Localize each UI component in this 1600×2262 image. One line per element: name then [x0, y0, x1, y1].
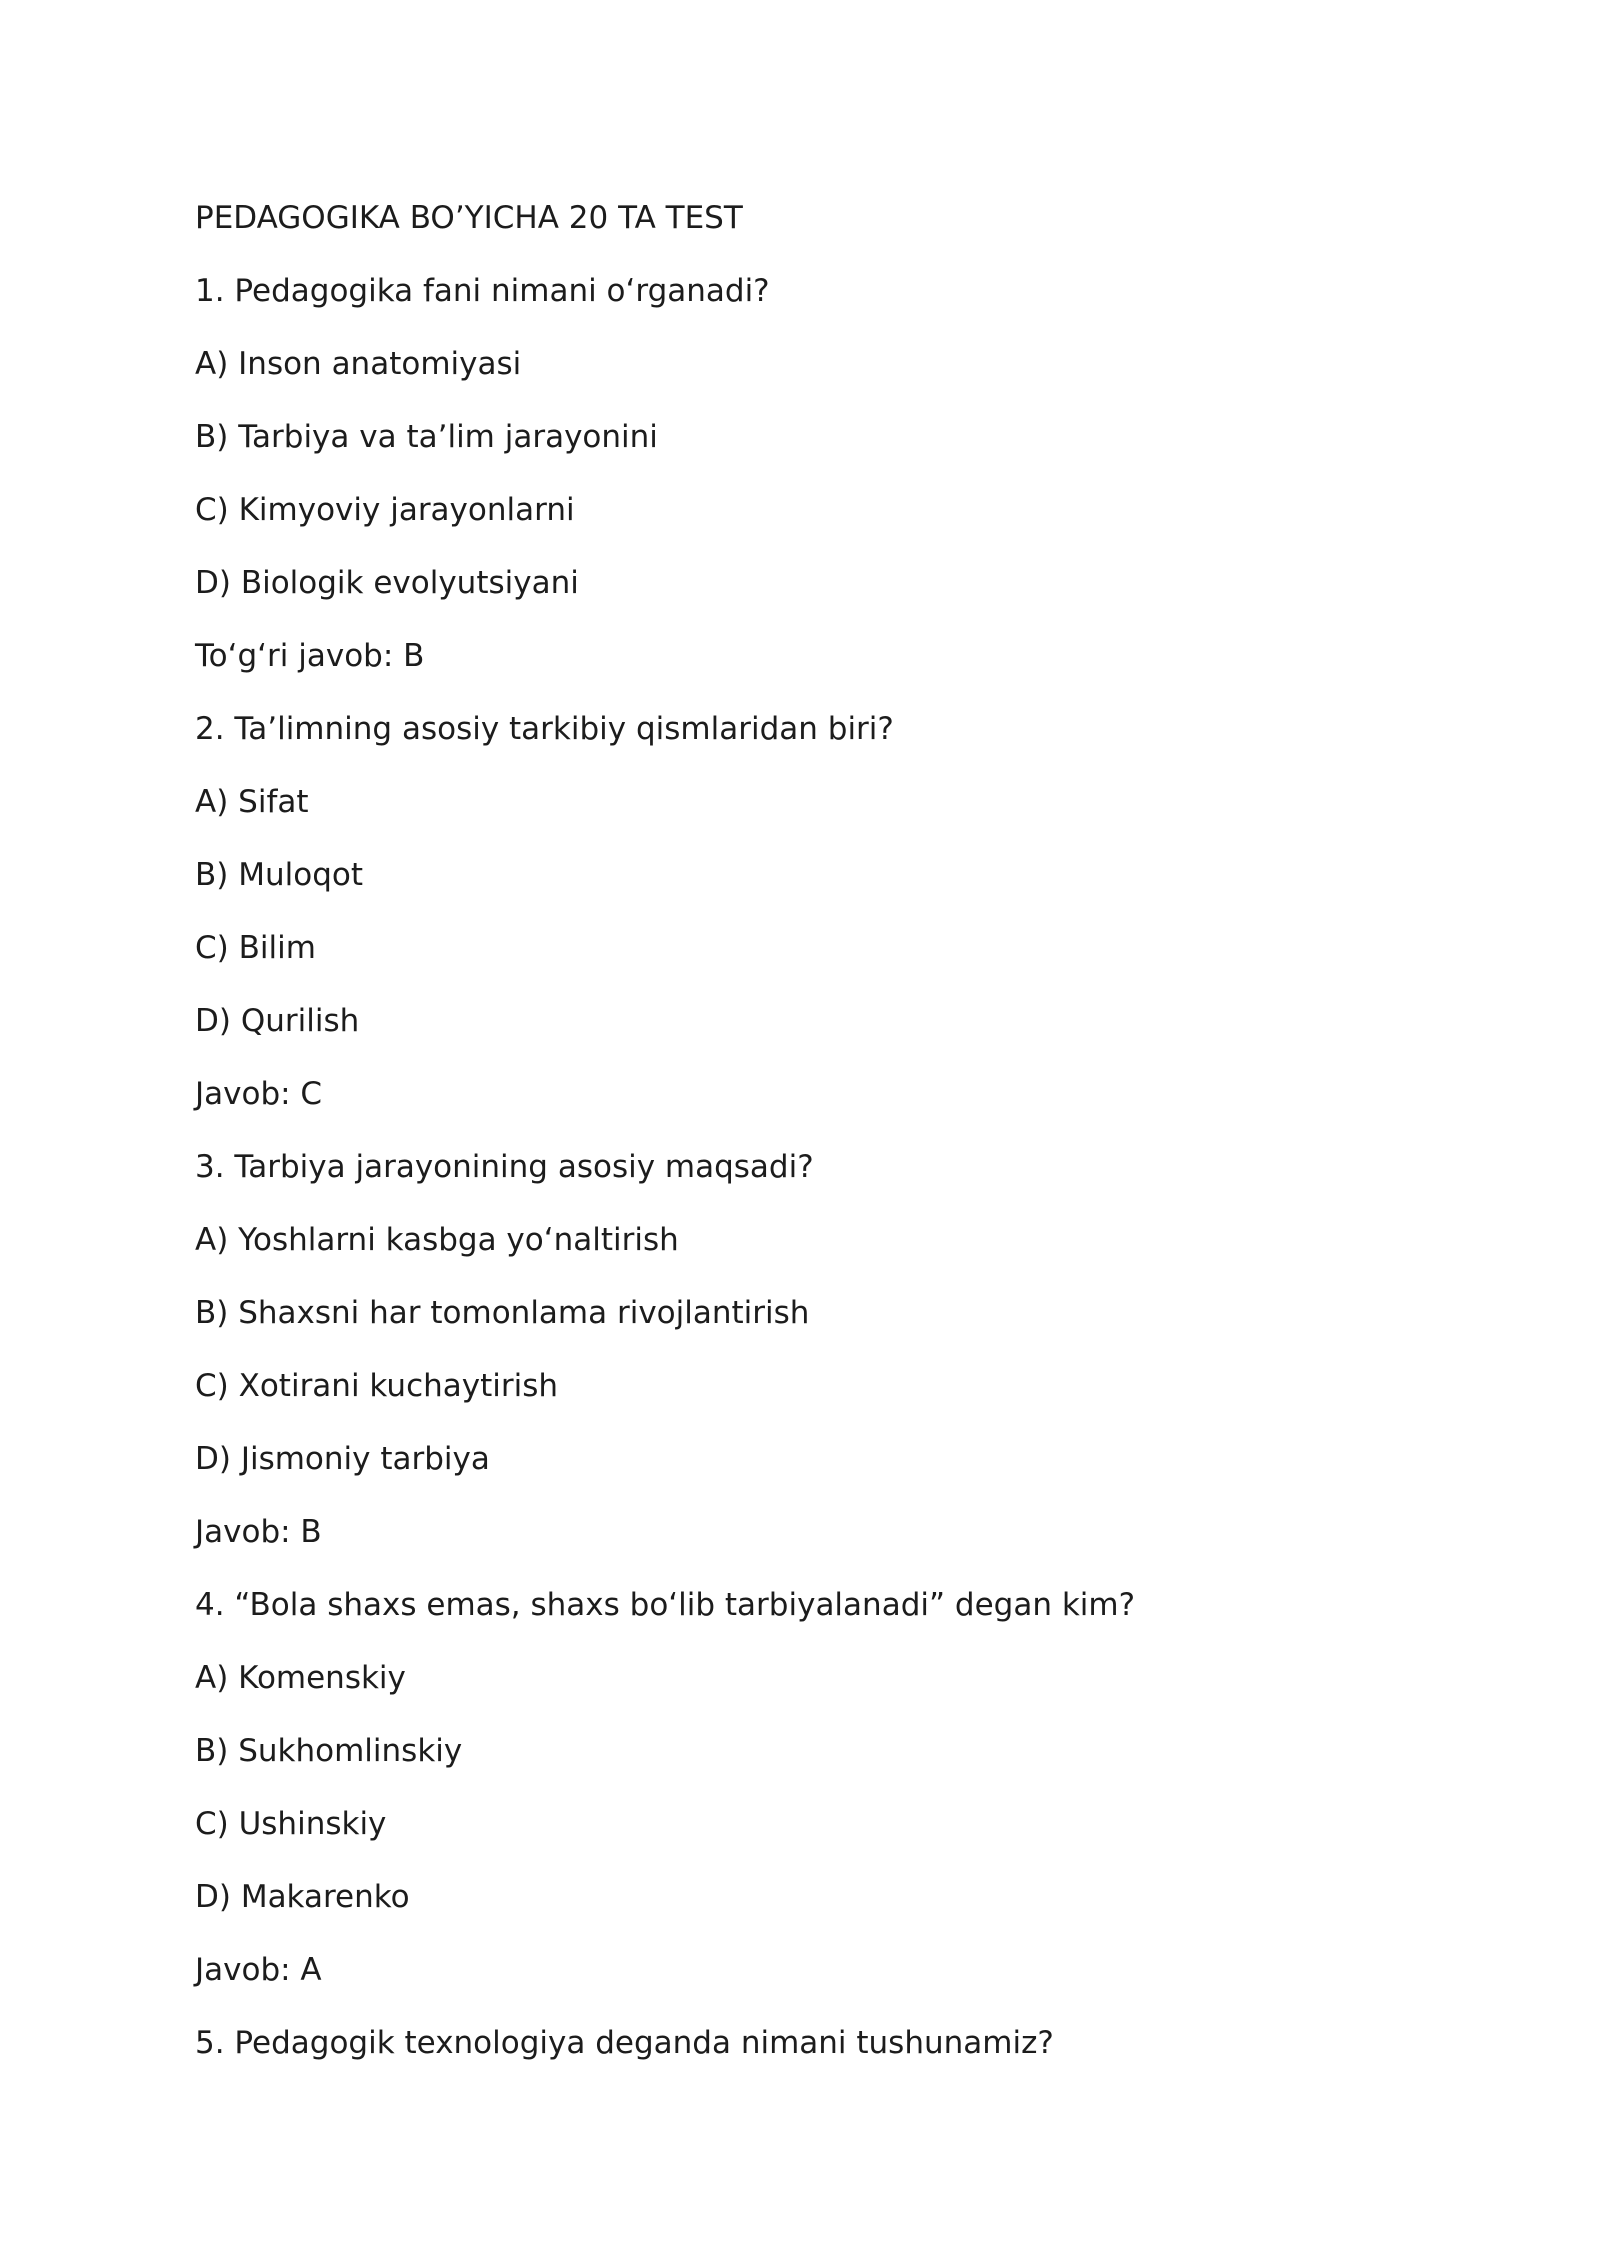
option-d: D) Jismoniy tarbiya — [195, 1441, 490, 1477]
option-a: A) Sifat — [195, 784, 309, 820]
question-block-5 — [195, 2021, 1445, 2094]
question-text: 2. Ta’limning asosiy tarkibiy qismlaridan biri? — [195, 711, 894, 747]
question-block-3 — [195, 1145, 1445, 1583]
option-b: B) Tarbiya va ta’lim jarayonini — [195, 419, 658, 455]
question-text: 5. Pedagogik texnologiya deganda nimani tushunamiz? — [195, 2025, 1054, 2061]
question-block-2 — [195, 707, 1445, 1145]
option-d: D) Makarenko — [195, 1879, 410, 1915]
option-c: C) Bilim — [195, 930, 316, 966]
option-c: C) Xotirani kuchaytirish — [195, 1368, 559, 1404]
option-d: D) Qurilish — [195, 1003, 360, 1039]
document-body — [195, 196, 1445, 2094]
option-b: B) Sukhomlinskiy — [195, 1733, 463, 1769]
option-d: D) Biologik evolyutsiyani — [195, 565, 579, 601]
option-c: C) Kimyoviy jarayonlarni — [195, 492, 575, 528]
document-title: PEDAGOGIKA BO’YICHA 20 TA TEST — [195, 200, 743, 236]
question-text: 4. “Bola shaxs emas, shaxs bo‘lib tarbiyalanadi” degan kim? — [195, 1587, 1136, 1623]
question-text: 3. Tarbiya jarayonining asosiy maqsadi? — [195, 1149, 814, 1185]
question-block-4 — [195, 1583, 1445, 2021]
answer-text: Javob: B — [195, 1514, 322, 1550]
option-b: B) Muloqot — [195, 857, 363, 893]
option-c: C) Ushinskiy — [195, 1806, 387, 1842]
question-block-1 — [195, 269, 1445, 707]
answer-text: To‘g‘ri javob: B — [195, 638, 425, 674]
answer-text: Javob: C — [195, 1076, 323, 1112]
answer-text: Javob: A — [195, 1952, 322, 1988]
option-a: A) Yoshlarni kasbga yo‘naltirish — [195, 1222, 679, 1258]
option-b: B) Shaxsni har tomonlama rivojlantirish — [195, 1295, 810, 1331]
question-text: 1. Pedagogika fani nimani o‘rganadi? — [195, 273, 770, 309]
option-a: A) Inson anatomiyasi — [195, 346, 522, 382]
option-a: A) Komenskiy — [195, 1660, 406, 1696]
